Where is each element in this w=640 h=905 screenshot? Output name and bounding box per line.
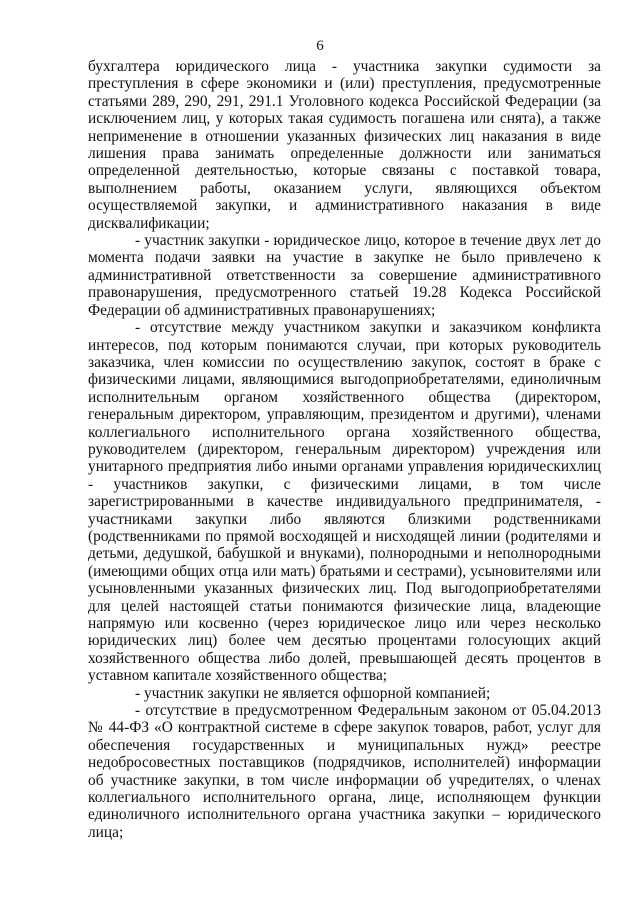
paragraph-no-administrative-liability: - участник закупки - юридическое лицо, которое в течение двух лет до момента подачи заявки на участие в закупке не было привлечено к административной ответственности за совершение административного правонарушения, предусмотренного статьей 19.28 Кодекса Российской Федерации об административных правонарушениях; — [88, 232, 601, 319]
paragraph-not-offshore: - участник закупки не является офшорной компанией; — [135, 684, 491, 702]
document-body — [88, 58, 601, 841]
page-number: 6 — [316, 38, 324, 54]
paragraph-unscrupulous-suppliers-registry: - отсутствие в предусмотренном Федеральным законом от 05.04.2013 № 44-ФЗ «О контрактной системе в сфере закупок товаров, работ, услуг для обеспечения государственных и муниципальных нужд» реестре недобросовестных поставщиков (подрядчиков, исполнителей) информации об участнике закупки, в том числе информации об учредителях, о членах коллегиального исполнительного органа, лице, исполняющем функции единоличного исполнительного органа участника закупки – юридического лица; — [88, 702, 601, 841]
paragraph-conflict-of-interest: - отсутствие между участником закупки и заказчиком конфликта интересов, под которым понимаются случаи, при которых руководитель заказчика, член комиссии по осуществлению закупок, состоят в браке с физическими лицами, являющимися выгодоприобретателями, единоличным исполнительным органом хозяйственного общества (директором, генеральным директором, управляющим, президентом и другими), членами коллегиального исполнительного органа хозяйственного общества, руководителем (директором, генеральным директором) учреждения или унитарного предприятия либо иными органами управления юридическихлиц - участников закупки, с физическими лицами, в том числе зарегистрированными в качестве индивидуального предпринимателя, - участниками закупки либо являются близкими родственниками (родственниками по прямой восходящей и нисходящей линии (родителями и детьми, дедушкой, бабушкой и внуками), полнородными и неполнородными (имеющими общих отца или мать) братьями и сестрами), усыновителями или усыновленными указанных физических лиц. Под выгодоприобретателями для целей настоящей статьи понимаются физические лица, владеющие напрямую или косвенно (через юридическое лицо или через несколько юридических лиц) более чем десятью процентами голосующих акций хозяйственного общества либо долей, превышающей десять процентов в уставном капитале хозяйственного общества; — [88, 319, 601, 685]
paragraph-continuation: бухгалтера юридического лица - участника закупки судимости за преступления в сфере экономики и (или) преступления, предусмотренные статьями 289, 290, 291, 291.1 Уголовного кодекса Российской Федерации (за исключением лиц, у которых такая судимость погашена или снята), а также неприменение в отношении указанных физических лиц наказания в виде лишения права занимать определенные должности или заниматься определенной деятельностью, которые связаны с поставкой товара, выполнением работы, оказанием услуги, являющихся объектом осуществляемой закупки, и административного наказания в виде дисквалификации; — [88, 58, 601, 232]
